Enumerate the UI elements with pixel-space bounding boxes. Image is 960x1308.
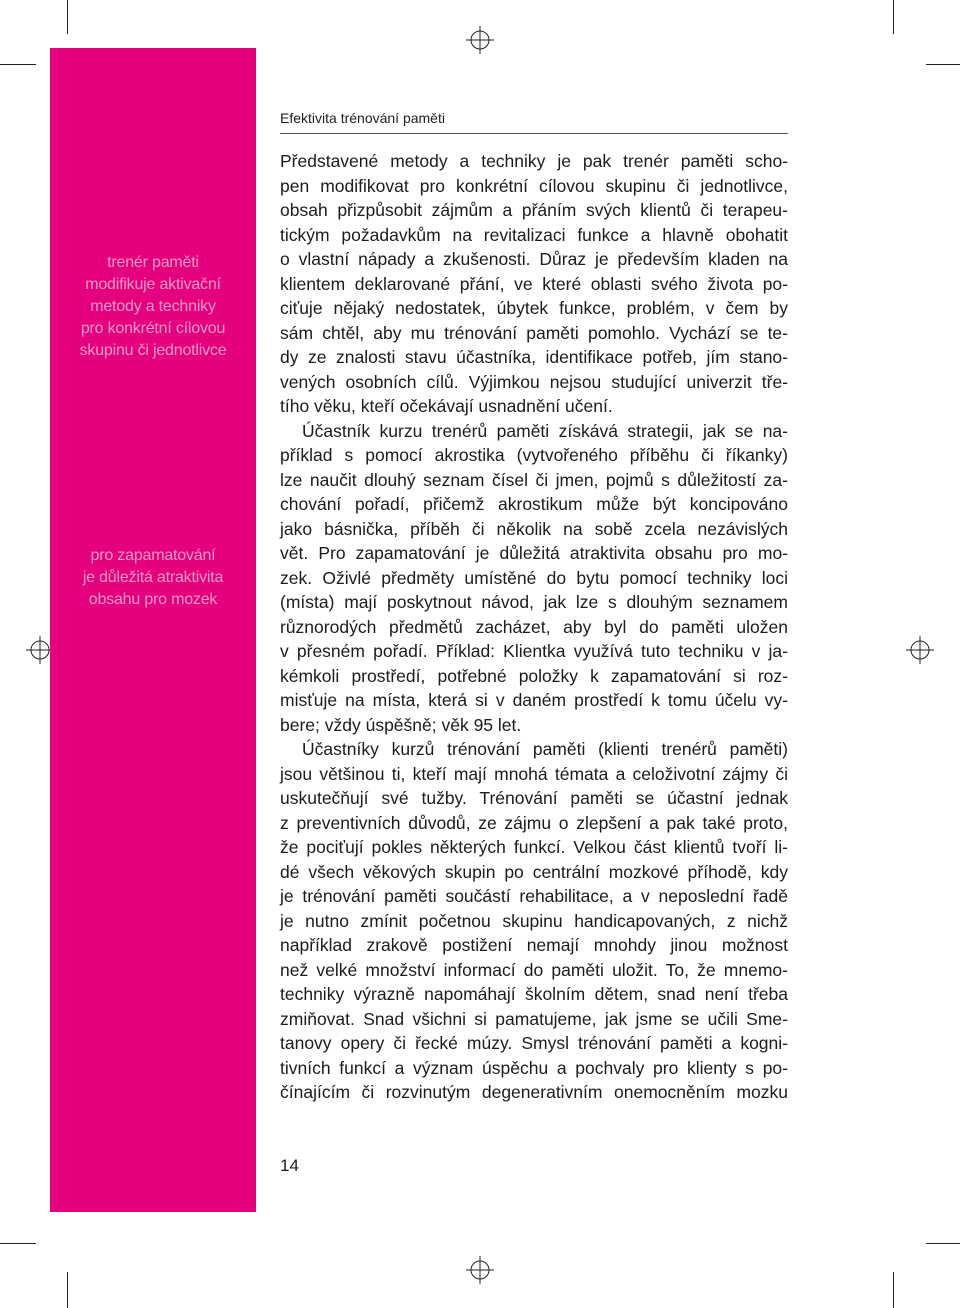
crop-mark [67,0,68,34]
text-line: jsou většinou ti, kteří mají mnohá témata a celoživotní zájmy či [280,763,788,784]
text-line: techniky výrazně napomáhají školním dětem, snad není třeba [280,984,788,1004]
crop-mark [0,1243,36,1244]
text-line: chování pořadí, přičemž akrostikum může být koncipováno [280,494,788,514]
margin-note-line: skupinu či jednotlivce [79,342,227,359]
text-line: klientem deklarované přání, ve které oblasti svého života po- [280,273,788,294]
text-line: Účastník kurzu trenérů paměti získává strategii, jak se na- [302,420,788,441]
text-line: dé všech věkových skupin po centrální mozkové příhodě, kdy [280,861,788,882]
text-line: je nutno zmínit početnou skupinu handicapovaných, z nichž [280,910,788,931]
registration-mark-icon [466,1256,494,1284]
text-line: (místa) mají poskytnout návod, jak lze s dlouhým seznamem [280,592,788,612]
text-line: je trénování paměti součástí rehabilitace, a v neposlední řadě [280,886,788,906]
text-line: tanovy opery či řecké múzy. Smysl trénování paměti a kogni- [280,1033,788,1053]
text-line: například zrakově postižení nemají mnohdy jinou možnost [280,935,788,955]
text-line: zek. Oživlé předměty umístěné do bytu pomocí techniky loci [280,567,788,588]
text-line: tivních funkcí a význam úspěchu a pochvaly pro klienty s po- [280,1057,788,1078]
margin-sidebar [50,48,256,1212]
margin-note [50,545,256,611]
text-line: ciťuje nějaký nedostatek, úbytek funkce, problém, v čem by [280,298,788,318]
margin-note-line: obsahu pro mozek [88,591,218,608]
text-line: obsah přizpůsobit zájmům a přáním svých klientů či terapeu- [280,200,788,220]
text-line: misťuje na místa, která si v daném prostředí k tomu účelu vy- [280,690,788,710]
text-line: vených osobních cílů. Výjimkou nejsou studující univerzit tře- [280,371,788,392]
text-line: o vlastní nápady a zkušenosti. Důraz je především kladen na [280,249,788,269]
text-line: vět. Pro zapamatování je důležitá atraktivita obsahu pro mo- [280,543,788,563]
header-rule [280,133,788,134]
text-line: příklad s pomocí akrostika (vytvořeného příběhu či říkanky) [280,445,788,465]
text-line: lze naučit dlouhý seznam čísel či jmen, pojmů s důležitostí za- [280,469,788,490]
margin-note-line: pro zapamatování [90,547,216,564]
margin-note-line: metody a techniky [90,298,216,315]
crop-mark [926,64,960,65]
running-head: Efektivita trénování paměti [280,110,445,126]
margin-note-line: modifikuje aktivační [85,276,221,293]
page-number: 14 [280,1156,299,1175]
text-line: bere; vždy úspěšně; věk 95 let. [280,714,522,735]
crop-mark [0,64,36,65]
text-line: dy ze znalosti stavu účastníka, identifikace potřeb, jím stano- [280,347,788,367]
crop-mark [926,1243,960,1244]
text-line: z preventivních důvodů, ze zájmu o zlepšení a pak také proto, [280,812,788,833]
margin-note-line: pro konkrétní cílovou [80,320,226,337]
margin-note [50,252,256,362]
text-line: tickým požadavkům na revitalizaci funkce a hlavně obohatit [280,224,788,245]
text-line: zmiňovat. Snad všichni si pamatujeme, jak jsme se učili Sme- [280,1008,788,1029]
text-line: Představené metody a techniky je pak trenér paměti scho- [280,151,788,171]
registration-mark-icon [466,26,494,54]
text-line: v přesném pořadí. Příklad: Klientka využívá tuto techniku v ja- [280,641,788,661]
crop-mark [893,1272,894,1308]
text-line: sám chtěl, aby mu trénování paměti pomohlo. Vychází se te- [280,322,788,343]
crop-mark [67,1272,68,1308]
text-line: jako básnička, příběh či několik na sobě zcela nezávislých [280,518,788,539]
text-line: Účastníky kurzů trénování paměti (klienti trenérů paměti) [302,739,788,759]
body-text [280,149,788,1105]
text-line: že pociťují pokles některých funkcí. Velkou část klientů tvoří li- [280,837,788,857]
text-line: uskutečňují své tužby. Trénování paměti se účastní jednak [280,788,788,808]
text-line: tího věku, kteří očekávají usnadnění učení. [280,396,613,416]
registration-mark-icon [906,636,934,664]
margin-note-line: je důležitá atraktivita [82,569,224,586]
crop-mark [893,0,894,34]
text-line: než velké množství informací do paměti uložit. To, že mnemo- [280,959,788,980]
text-line: pen modifikovat pro konkrétní cílovou skupinu či jednotlivce, [280,175,788,196]
text-line: kémkoli prostředí, potřebné položky k zapamatování si roz- [280,665,788,686]
text-line: různorodých předmětů zacházet, aby byl do paměti uložen [280,616,788,637]
text-line: čínajícím či rozvinutým degenerativním onemocněním mozku [280,1082,788,1102]
margin-note-line: trenér paměti [107,254,199,271]
